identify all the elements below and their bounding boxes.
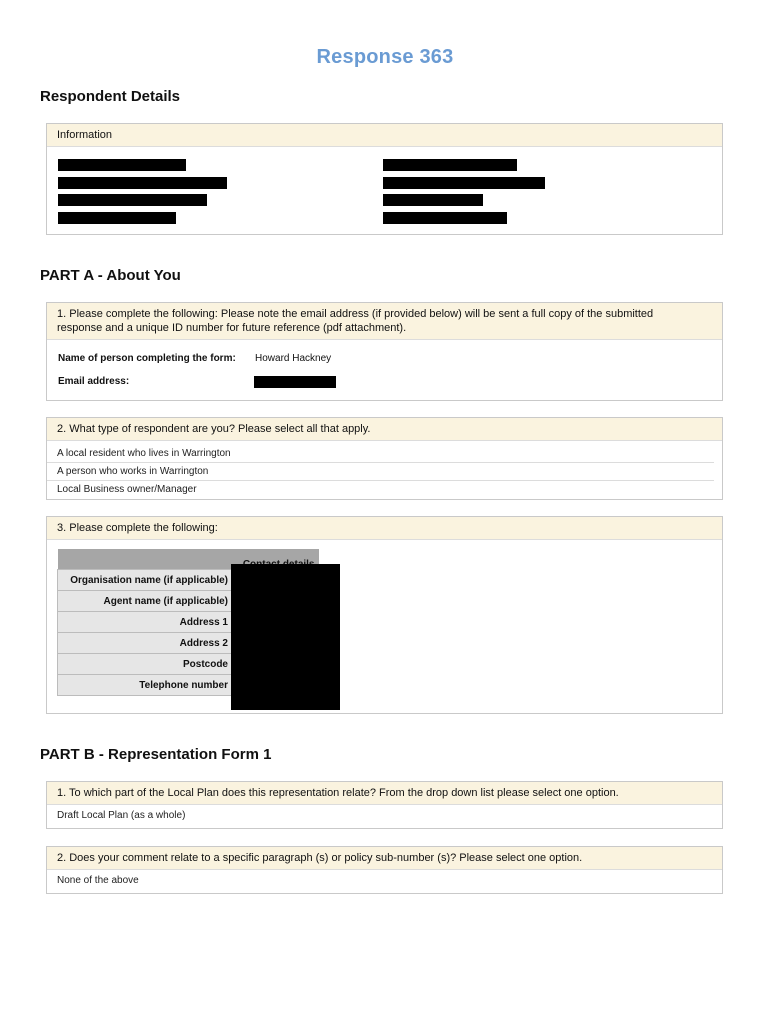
name-value: Howard Hackney <box>255 353 332 364</box>
question-title: 1. Please complete the following: Please note the email address (if provided below) will be sent a full copy of the submitted response and a unique ID number for future reference (pdf attachment). <box>47 303 722 340</box>
row-label: Postcode <box>58 654 233 675</box>
row-label: Agent name (if applicable) <box>58 591 233 612</box>
row-label: Address 1 <box>58 612 233 633</box>
list-item: Local Business owner/Manager <box>57 484 197 495</box>
email-label: Email address: <box>58 376 130 387</box>
information-panel <box>46 123 723 235</box>
page-title: Response 363 <box>316 46 454 68</box>
row-label: Telephone number <box>58 675 233 696</box>
part-a-question-2 <box>46 417 723 500</box>
redacted-block <box>58 159 186 171</box>
part-a-question-3 <box>46 516 723 714</box>
redacted-contact-details <box>231 564 340 710</box>
redacted-block <box>383 194 483 206</box>
list-item: A person who works in Warrington <box>47 463 714 481</box>
question-title: 2. What type of respondent are you? Please select all that apply. <box>47 418 722 441</box>
question-title: 3. Please complete the following: <box>47 517 722 540</box>
redacted-block <box>383 212 507 224</box>
part-b-heading: PART B - Representation Form 1 <box>40 746 272 763</box>
question-title: 1. To which part of the Local Plan does this representation relate? From the drop down list please select one option. <box>47 782 722 805</box>
part-a-heading: PART A - About You <box>40 267 181 284</box>
redacted-email <box>254 376 336 388</box>
redacted-block <box>58 212 176 224</box>
redacted-block <box>58 177 227 189</box>
row-label: Organisation name (if applicable) <box>58 570 233 591</box>
respondent-type-list <box>47 441 722 498</box>
question-title: 2. Does your comment relate to a specific paragraph (s) or policy sub-number (s)? Please select one option. <box>47 847 722 870</box>
row-label: Address 2 <box>58 633 233 654</box>
redacted-block <box>383 177 545 189</box>
name-label: Name of person completing the form: <box>58 353 236 364</box>
redacted-block <box>58 194 207 206</box>
answer-value: None of the above <box>57 875 139 886</box>
part-b-question-2 <box>46 846 723 894</box>
information-panel-title: Information <box>47 124 722 147</box>
respondent-details-heading: Respondent Details <box>40 88 181 105</box>
list-item: A local resident who lives in Warrington <box>47 445 714 463</box>
redacted-block <box>383 159 517 171</box>
part-b-question-1 <box>46 781 723 829</box>
part-a-question-1 <box>46 302 723 401</box>
answer-value: Draft Local Plan (as a whole) <box>57 810 186 821</box>
table-header-spacer <box>58 549 233 570</box>
